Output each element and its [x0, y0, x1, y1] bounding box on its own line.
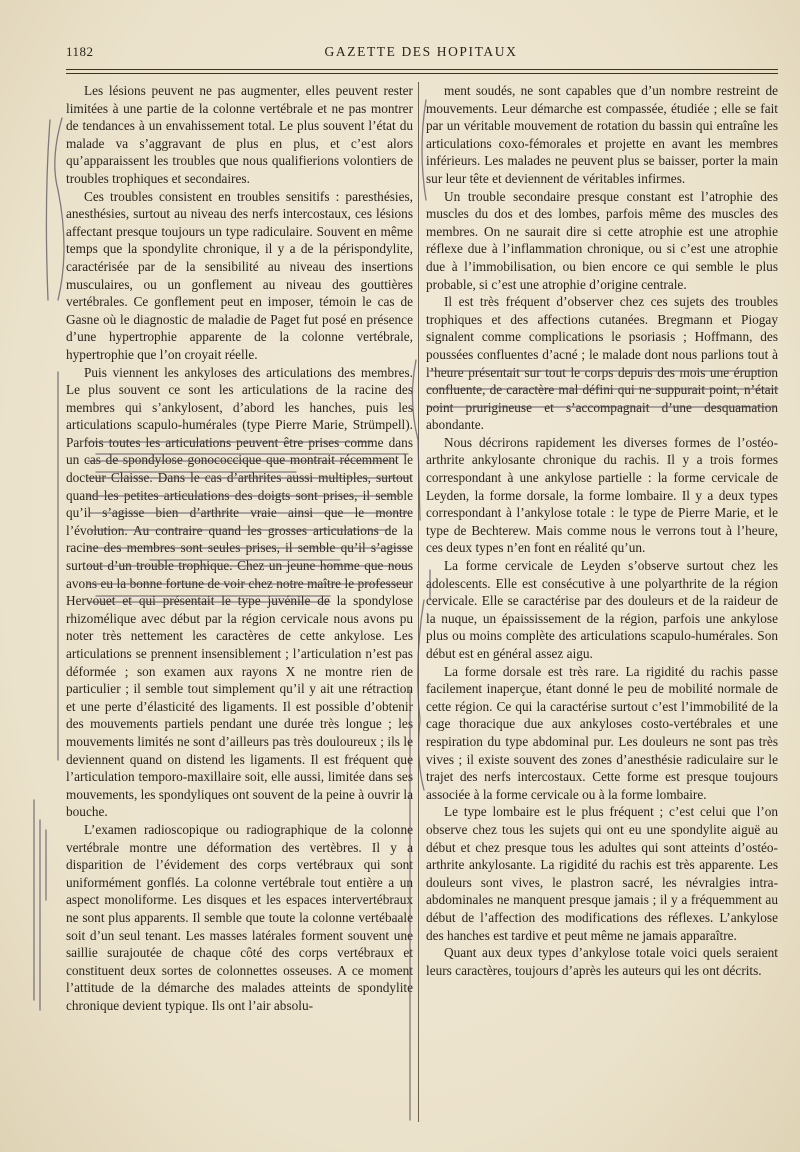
paragraph: Quant aux deux types d’ankylose totale voici quels seraient leurs caractères, toujours d’après les auteurs qui les ont décrits.	[426, 945, 778, 978]
paragraph: La forme dorsale est très rare. La rigidité du rachis passe facilement inaperçue, étant donné le peu de mobilité normale de cette région. Ce qui la caractérise surtout c’est l’immobilité de la cage thoracique due aux ankyloses costo-vertébrales et une respiration du type abdominal pur. Les douleurs ne sont pas très vives ; il existe souvent des zones d’anesthésie radiculaire sur le trajet des nerfs intercostaux. Cette forme est presque toujours associée à la forme cervicale ou à la forme lombaire.	[426, 663, 778, 802]
paragraph: Un trouble secondaire presque constant est l’atrophie des muscles du dos et des lombes, parfois même des muscles des membres. On ne saurait dire si cette atrophie est une atrophie réflexe due à l’inflammation chronique, ou si c’est une atrophie due à l’immobilisation, ou bien encore ce qui semble le plus probable, si c’est une atrophie d’origine centrale.	[426, 188, 778, 292]
paragraph: Il est très fréquent d’observer chez ces sujets des troubles trophiques et des affections cutanées. Bregmann et Piogay signalent comme complications le psoriasis ; Hoffmann, des poussées confluentes d’acné ; le malade dont nous parlions tout à l’heure présentait sur tout le corps depuis des mois une éruption confluente, de caractère mal défini qui ne suppurait point, n’était point prurigineuse et s’accompagnait d’une desquamation abondante.	[426, 294, 778, 433]
paragraph: ment soudés, ne sont capables que d’un nombre restreint de mouvements. Leur démarche est compassée, étudiée ; elle se fait par un véritable mouvement de rotation du bassin qui entraîne les articulations coxo-fémorales et projette en avant les membres inférieurs. Les malades ne peuvent plus se baisser, porter la main sur leur tête et deviennent de véritables infirmes.	[426, 83, 778, 186]
margin-bracket-mark	[55, 118, 64, 300]
paragraph: La forme cervicale de Leyden s’observe surtout chez les adolescents. Elle est consécutive à une polyarthrite de la région cervicale. Elle se caractérise par des douleurs et de la raideur de la nuque, un épaississement de la région, parfois une ankylose plus ou moins complète des articulations scapulo-humérales. Son début est en général assez aigu.	[426, 558, 778, 661]
paragraph: Ces troubles consistent en troubles sensitifs : paresthésies, anesthésies, surtout au niveau des nerfs intercostaux, ces lésions affectant presque toujours un type radiculaire. Souvent en même temps que la spondylite chronique, il y a de la périspondylite, caractérisée par de la sensibilité au niveau des insertions musculaires, ou un gonflement au niveau des gouttières vertébrales. Ce gonflement peut en imposer, témoin le cas de Gasne où le diagnostic de maladie de Paget fut posé en présence d’une hypertrophie apparente de la colonne vertébrale, hypertrophie que l’on croyait réelle.	[66, 188, 413, 362]
page-number: 1182	[66, 44, 94, 59]
paragraph: Le type lombaire est le plus fréquent ; c’est celui que l’on observe chez tous les sujets qui ont eu une spondylite aiguë au début et chez presque tous les adultes qui sont atteints d’ostéo-arthrite ankylosante. La rigidité du rachis est très apparente. Les douleurs sont vives, le plastron sacré, les névralgies intra-abdominales ne manquent presque jamais ; il y a fréquemment au début de l’affection des modifications des réflexes. L’ankylose des hanches est tardive et peut même ne jamais apparaître.	[426, 804, 778, 943]
journal-title: GAZETTE DES HOPITAUX	[324, 44, 518, 59]
right-column	[426, 82, 778, 979]
paragraph: Puis viennent les ankyloses des articulations des membres. Le plus souvent ce sont les articulations de la racine des membres qui s’ankylosent, d’abord les hanches, puis les articulations scapulo-humérales (type Pierre Marie, Strümpell). Parfois toutes les articulations peuvent être prises comme dans un cas de spondylose gonococcique que montrait récemment le docteur Claisse. Dans le cas d’arthrites aussi multiples, surtout quand les petites articulations des doigts sont prises, il semble qu’il s’agisse bien d’arthrite vraie ainsi que le montre l’évolution. Au contraire quand les grosses articulations de la racine des membres sont seules prises, il semble qu’il s’agisse surtout d’un trouble trophique. Chez un jeune homme que nous avons eu la bonne fortune de voir chez notre maître le professeur Hervouet et qui présentait le type juvénile de la spondylose rhizomélique avec début par la région cervicale nous avons pu noter très nettement les caractères de cette ankylose. Les articulations se prennent insensiblement ; l’articulation n’est pas déformée ; son examen aux rayons X ne montre rien de particulier ; il semble tout simplement qu’il y ait une rétraction et une perte d’élasticité des ligaments. Il est possible d’obtenir des mouvements partiels pendant une durée très longue ; les mouvements limités ne sont d’ailleurs pas très douloureux ; ils le deviennent quand on distend les ligaments. Il est fréquent que l’articulation temporo-maxillaire soit, elle aussi, limitée dans ses mouvements, les spondyliques ont souvent de la peine à ouvrir la bouche.	[66, 364, 413, 820]
header-rule-bottom	[66, 73, 778, 74]
page-header	[66, 44, 776, 64]
column-divider	[418, 82, 419, 1122]
margin-bracket-mark	[46, 120, 50, 300]
paragraph: L’examen radioscopique ou radiographique de la colonne vertébrale montre une déformation des vertèbres. Il y a disparition de l’évidement des corps vertébraux qui sont uniformément gonflés. La colonne vertébrale tout entière a un aspect monoliforme. Les disques et les espaces intervertébraux ne sont plus apparents. Il semble que toute la colonne vertébaale soit d’un seul tenant. Les masses latérales forment souvent une saillie surajoutée de chaque côté des corps vertébraux et constituent deux sortes de colonnettes osseuses. A ce moment l’attitude de la démarche des malades atteints de spondylite chronique devient typique. Ils ont l’air absolu-	[66, 821, 413, 1013]
header-rule-top	[66, 69, 778, 70]
left-column	[66, 82, 413, 1014]
paragraph: Nous décrirons rapidement les diverses formes de l’ostéo-arthrite ankylosante chronique du rachis. Il y a trois formes correspondant à une ankylose partielle : la forme cervicale de Leyden, la forme dorsale, la forme lombaire. Il y a deux types correspondant à l’ankylose totale : le type de Pierre Marie, et le type de Bechterew. Mais comme nous le verrons tout à l’heure, ces deux types n’en font en réalité qu’un.	[426, 434, 778, 556]
paragraph: Les lésions peuvent ne pas augmenter, elles peuvent rester limitées à une partie de la colonne vertébrale et ne pas montrer de tendances à un envahissement total. Le plus souvent l’état du malade va s’aggravant de plus en plus, et c’est alors qu’apparaissent les troubles que nous qualifierions volontiers de troubles trophiques et secondaires.	[66, 83, 413, 186]
